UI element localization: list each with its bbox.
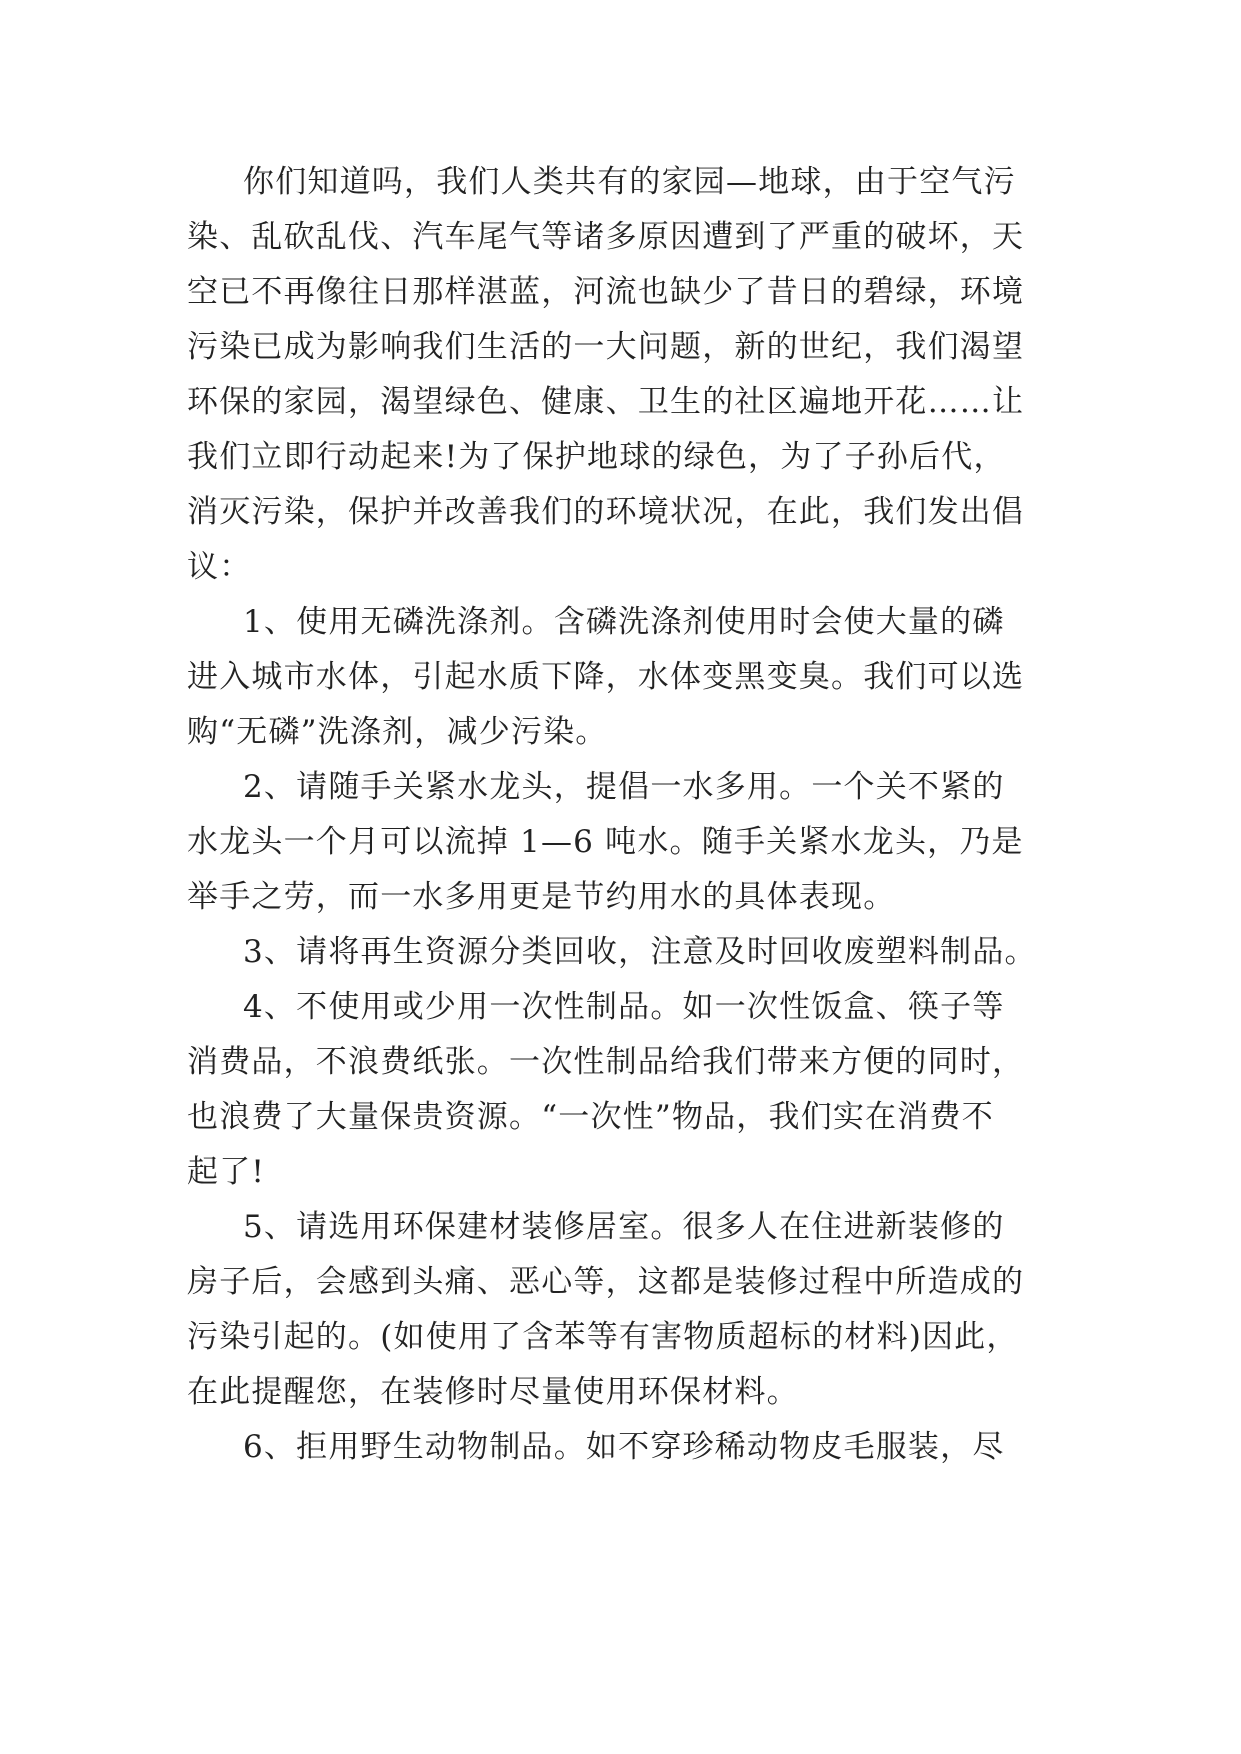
- text-line: 议：: [187, 549, 252, 585]
- text-line: 水龙头一个月可以流掉 1—6 吨水。随手关紧水龙头，乃是: [187, 824, 1024, 860]
- text-line: 在此提醒您，在装修时尽量使用环保材料。: [187, 1374, 799, 1410]
- text-line: 2、请随手关紧水龙头，提倡一水多用。一个关不紧的: [243, 769, 1005, 805]
- text-line: 1、使用无磷洗涤剂。含磷洗涤剂使用时会使大量的磷: [243, 604, 1005, 640]
- text-line: 染、乱砍乱伐、汽车尾气等诸多原因遭到了严重的破坏，天: [187, 219, 1025, 255]
- text-line: 你们知道吗，我们人类共有的家园—地球，由于空气污: [243, 164, 1016, 200]
- text-line: 进入城市水体，引起水质下降，水体变黑变臭。我们可以选: [187, 659, 1025, 695]
- text-line: 环保的家园，渴望绿色、健康、卫生的社区遍地开花……让: [187, 384, 1025, 420]
- text-line: 3、请将再生资源分类回收，注意及时回收废塑料制品。: [243, 934, 1037, 970]
- text-line: 我们立即行动起来!为了保护地球的绿色，为了子孙后代，: [187, 439, 1006, 475]
- text-line: 房子后，会感到头痛、恶心等，这都是装修过程中所造成的: [187, 1264, 1025, 1300]
- text-line: 也浪费了大量保贵资源。“一次性”物品，我们实在消费不: [187, 1099, 994, 1135]
- text-line: 消灭污染，保护并改善我们的环境状况，在此，我们发出倡: [187, 494, 1025, 530]
- text-line: 起了!: [187, 1154, 266, 1190]
- text-line: 6、拒用野生动物制品。如不穿珍稀动物皮毛服装，尽: [243, 1429, 1005, 1465]
- text-line: 购“无磷”洗涤剂，减少污染。: [187, 714, 608, 750]
- text-line: 4、不使用或少用一次性制品。如一次性饭盒、筷子等: [243, 989, 1005, 1025]
- text-line: 空已不再像往日那样湛蓝，河流也缺少了昔日的碧绿，环境: [187, 274, 1025, 310]
- text-line: 污染引起的。(如使用了含苯等有害物质超标的材料)因此，: [187, 1319, 1019, 1355]
- text-line: 污染已成为影响我们生活的一大问题，新的世纪，我们渴望: [187, 329, 1025, 365]
- text-line: 5、请选用环保建材装修居室。很多人在住进新装修的: [243, 1209, 1005, 1245]
- text-line: 消费品，不浪费纸张。一次性制品给我们带来方便的同时，: [187, 1044, 1025, 1080]
- text-line: 举手之劳，而一水多用更是节约用水的具体表现。: [187, 879, 896, 915]
